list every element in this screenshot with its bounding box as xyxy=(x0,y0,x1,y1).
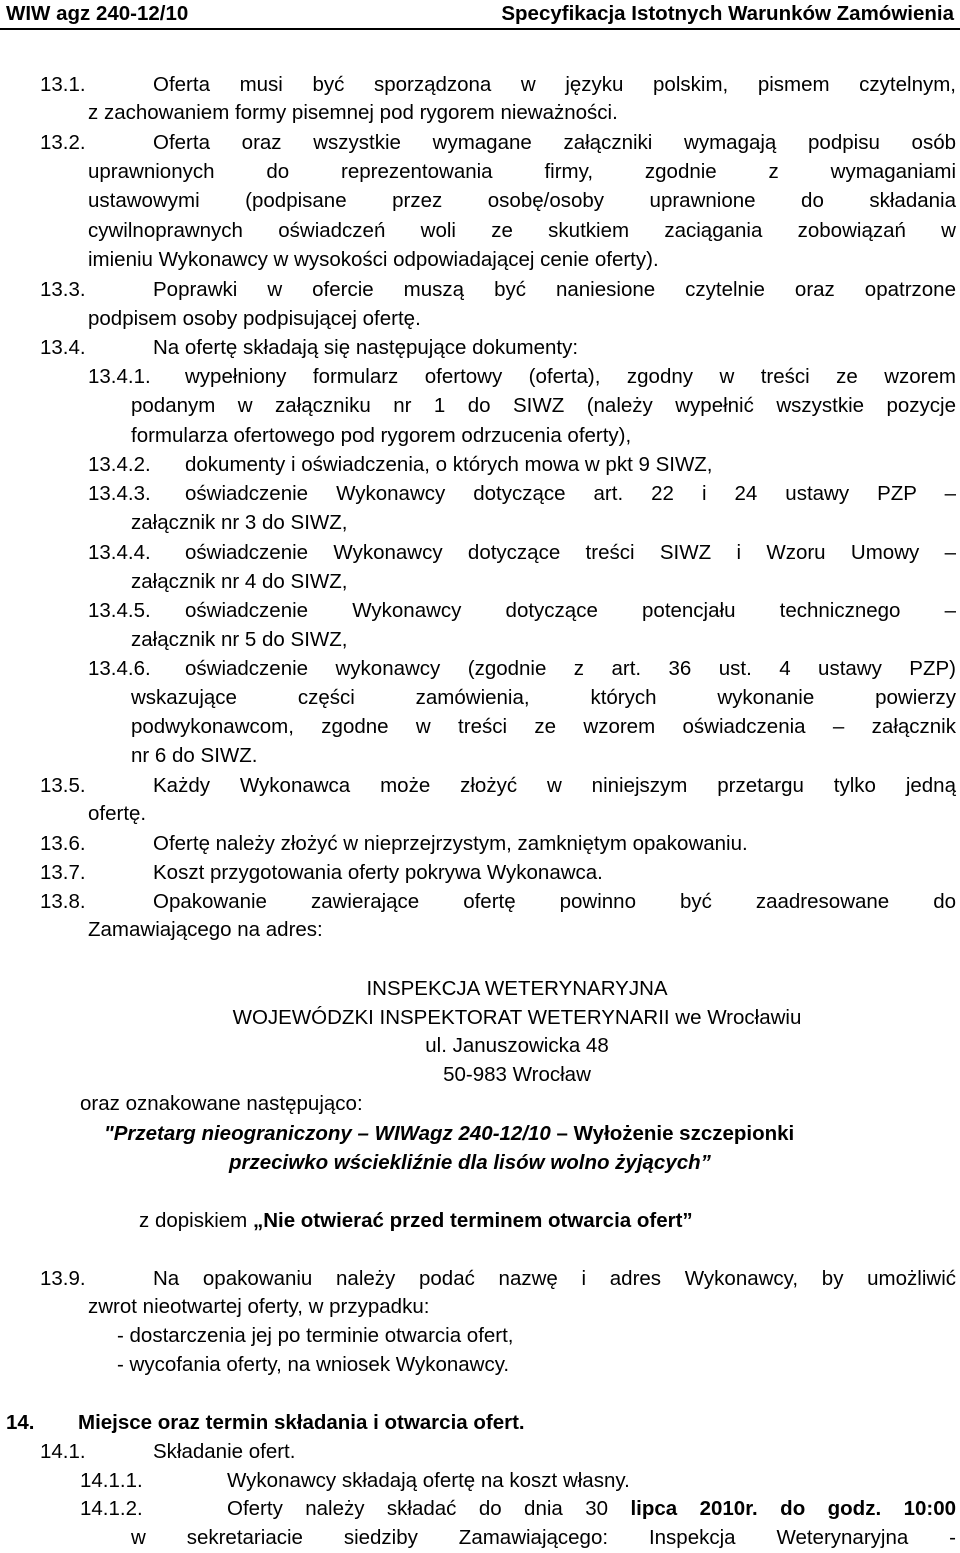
paragraph-line: oświadczenie wykonawcy (zgodnie z art. 36 ust. 4 ustawy PZP) xyxy=(185,657,956,680)
subsection-number: 13.4.3. xyxy=(88,482,151,505)
paragraph-line: cywilnoprawnych oświadczeń woli ze skutkiem zaciągania zobowiązań w xyxy=(88,219,956,242)
paragraph-line: Oferta musi być sporządzona w języku polskim, pismem czytelnym, xyxy=(153,73,956,96)
paragraph-line: oświadczenie Wykonawcy dotyczące art. 22 i 24 ustawy PZP – xyxy=(185,482,956,505)
address-line: INSPEKCJA WETERYNARYJNA xyxy=(366,977,668,1000)
subsection-number: 13.4.5. xyxy=(88,599,151,622)
paragraph-line: w sekretariacie siedziby Zamawiającego: Inspekcja Weterynaryjna - xyxy=(131,1526,956,1549)
document-reference: WIW agz 240-12/10 xyxy=(6,2,189,25)
section-number: 13.3. xyxy=(40,278,86,301)
subsection-number: 13.4.1. xyxy=(88,365,151,388)
paragraph-line: załącznik nr 5 do SIWZ, xyxy=(131,628,348,651)
paragraph-line: załącznik nr 3 do SIWZ, xyxy=(131,511,348,534)
paragraph-line: nr 6 do SIWZ. xyxy=(131,744,258,767)
address-line: WOJEWÓDZKI INSPEKTORAT WETERYNARII we Wrocławiu xyxy=(232,1006,802,1029)
paragraph-line: Poprawki w ofercie muszą być naniesione czytelnie oraz opatrzone xyxy=(153,278,956,301)
section-number: 13.8. xyxy=(40,890,86,913)
paragraph-line: załącznik nr 4 do SIWZ, xyxy=(131,570,348,593)
paragraph-line: ustawowymi (podpisane przez osobę/osoby uprawnione do składania xyxy=(88,189,956,212)
paragraph-line: z zachowaniem formy pisemnej pod rygorem nieważności. xyxy=(88,101,618,124)
section-number: 13.1. xyxy=(40,73,86,96)
section-number: 13.9. xyxy=(40,1267,86,1290)
paragraph-line: ofertę. xyxy=(88,802,147,825)
paragraph-line: Oferta oraz wszystkie wymagane załączniki wymagają podpisu osób xyxy=(153,131,956,154)
chapter-title: Miejsce oraz termin składania i otwarcia ofert. xyxy=(78,1411,525,1434)
marking-quote-bold: – Wyłożenie szczepionki xyxy=(550,1122,795,1145)
paragraph-line: uprawnionych do reprezentowania firmy, zgodnie z wymaganiami xyxy=(88,160,956,183)
marking-note-prefix: z dopiskiem xyxy=(139,1209,253,1232)
paragraph-line: podwykonawcom, zgodne w treści ze wzorem oświadczenia – załącznik xyxy=(131,715,956,738)
deadline-text: Oferty należy składać do dnia 30 xyxy=(227,1497,631,1520)
address-line: 50-983 Wrocław xyxy=(443,1063,591,1086)
paragraph-line: Wykonawcy składają ofertę na koszt własny. xyxy=(227,1469,630,1492)
subsection-number: 13.4.6. xyxy=(88,657,151,680)
paragraph-line: Zamawiającego na adres: xyxy=(88,918,323,941)
address-line: ul. Januszowicka 48 xyxy=(425,1034,609,1057)
paragraph-line xyxy=(227,1495,956,1523)
section-number: 13.7. xyxy=(40,861,86,884)
subsection-number: 13.4.4. xyxy=(88,541,151,564)
paragraph-line: wskazujące części zamówienia, których wykonanie powierzy xyxy=(131,686,956,709)
paragraph-line: Ofertę należy złożyć w nieprzejrzystym, zamkniętym opakowaniu. xyxy=(153,832,748,855)
paragraph-line: Każdy Wykonawca może złożyć w niniejszym przetargu tylko jedną xyxy=(153,774,956,797)
paragraph-line: wypełniony formularz ofertowy (oferta), zgodny w treści ze wzorem xyxy=(185,365,956,388)
paragraph-line: Składanie ofert. xyxy=(153,1440,296,1463)
section-number: 13.6. xyxy=(40,832,86,855)
marking-quote xyxy=(104,1120,794,1148)
paragraph-line: Na opakowaniu należy podać nazwę i adres Wykonawcy, by umożliwić xyxy=(153,1267,956,1290)
marking-quote-line: przeciwko wściekliźnie dla lisów wolno żyjących” xyxy=(229,1151,711,1174)
paragraph-line: zwrot nieotwartej oferty, w przypadku: xyxy=(88,1295,430,1318)
document-title: Specyfikacja Istotnych Warunków Zamówienia xyxy=(501,2,954,25)
paragraph-line: podpisem osoby podpisującej ofertę. xyxy=(88,307,421,330)
paragraph-line: Na ofertę składają się następujące dokumenty: xyxy=(153,336,579,359)
paragraph-line: imieniu Wykonawcy w wysokości odpowiadającej cenie oferty). xyxy=(88,248,659,271)
section-number: 13.4. xyxy=(40,336,86,359)
marking-note-bold: „Nie otwierać przed terminem otwarcia ofert” xyxy=(252,1209,693,1232)
subsection-number: 14.1.2. xyxy=(80,1497,143,1520)
marking-quote-italic: "Przetarg nieograniczony – WIWagz 240-12/10 xyxy=(104,1122,551,1145)
section-number: 13.5. xyxy=(40,774,86,797)
list-item: - dostarczenia jej po terminie otwarcia ofert, xyxy=(117,1324,514,1347)
paragraph-line: oświadczenie Wykonawcy dotyczące treści SIWZ i Wzoru Umowy – xyxy=(185,541,956,564)
chapter-number: 14. xyxy=(6,1411,35,1434)
paragraph-line: formularza ofertowego pod rygorem odrzucenia oferty), xyxy=(131,424,632,447)
paragraph-line: oświadczenie Wykonawcy dotyczące potencjału technicznego – xyxy=(185,599,956,622)
deadline-date: lipca 2010r. do godz. 10:00 xyxy=(630,1497,956,1520)
marking-intro: oraz oznakowane następująco: xyxy=(80,1092,363,1115)
paragraph-line: Opakowanie zawierające ofertę powinno być zaadresowane do xyxy=(153,890,956,913)
subsection-number: 14.1.1. xyxy=(80,1469,143,1492)
section-number: 14.1. xyxy=(40,1440,86,1463)
subsection-number: 13.4.2. xyxy=(88,453,151,476)
page-header xyxy=(0,0,960,30)
paragraph-line: podanym w załączniku nr 1 do SIWZ (należy wypełnić wszystkie pozycje xyxy=(131,394,956,417)
paragraph-line: dokumenty i oświadczenia, o których mowa w pkt 9 SIWZ, xyxy=(185,453,713,476)
paragraph-line: Koszt przygotowania oferty pokrywa Wykonawca. xyxy=(153,861,603,884)
marking-note xyxy=(139,1207,693,1235)
section-number: 13.2. xyxy=(40,131,86,154)
list-item: - wycofania oferty, na wniosek Wykonawcy. xyxy=(117,1353,510,1376)
